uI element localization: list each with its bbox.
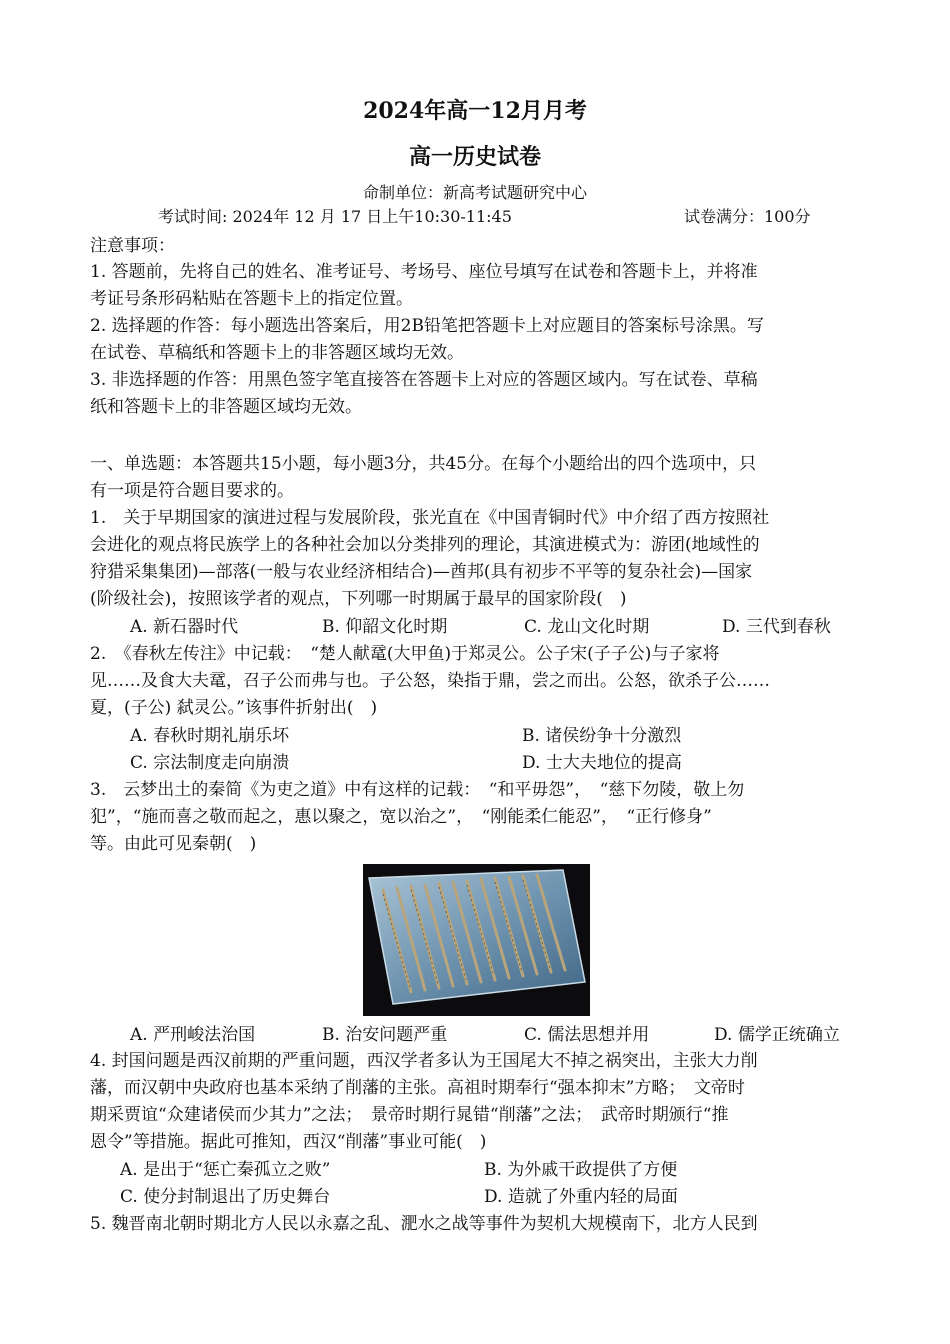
notes-line: 在试卷、草稿纸和答题卡上的非答题区域均无效。: [90, 343, 464, 363]
question-3-option-d[interactable]: D. 儒学正统确立: [714, 1025, 840, 1045]
question-2-option-d[interactable]: D. 士大夫地位的提高: [522, 753, 682, 773]
bamboo-slips-photo: [363, 864, 590, 1016]
section-heading: 有一项是符合题目要求的。: [90, 481, 294, 501]
question-4-text: 藩，而汉朝中央政府也基本采纳了削藩的主张。高祖时期奉行“强本抑末”方略； 文帝时: [90, 1078, 745, 1098]
question-3-option-b[interactable]: B. 治安问题严重: [322, 1025, 448, 1045]
question-1-text: 1. 关于早期国家的演进过程与发展阶段，张光直在《中国青铜时代》中介绍了西方按照社: [90, 508, 770, 528]
notes-heading: 注意事项：: [90, 236, 175, 256]
question-1-text: 狩猎采集集团)—部落(一般与农业经济相结合)—酋邦(具有初步不平等的复杂社会)—国家: [90, 562, 753, 582]
question-1-option-b[interactable]: B. 仰韶文化时期: [322, 617, 448, 637]
exam-title: 2024年高一12月月考: [363, 98, 587, 124]
question-2-option-b[interactable]: B. 诸侯纷争十分激烈: [522, 726, 682, 746]
question-4-option-d[interactable]: D. 造就了外重内轻的局面: [484, 1187, 678, 1207]
question-1-option-c[interactable]: C. 龙山文化时期: [524, 617, 650, 637]
question-4-option-c[interactable]: C. 使分封制退出了历史舞台: [120, 1187, 331, 1207]
question-1-text: 会进化的观点将民族学上的各种社会加以分类排列的理论，其演进模式为：游团(地域性的: [90, 535, 760, 555]
question-3-text: 3. 云梦出土的秦简《为吏之道》中有这样的记载： “和平毋怨”， “慈下勿陵，敬上勿: [90, 780, 745, 800]
question-2-option-c[interactable]: C. 宗法制度走向崩溃: [130, 753, 290, 773]
bamboo-slips-image: [363, 864, 590, 1016]
question-3-option-a[interactable]: A. 严刑峻法治国: [130, 1025, 256, 1045]
question-4-text: 期采贾谊“众建诸侯而少其力”之法； 景帝时期行晁错“削藩”之法； 武帝时期颁行“推: [90, 1105, 729, 1125]
exam-time: 考试时间: 2024年 12 月 17 日上午10:30-11:45: [158, 207, 512, 226]
question-4-option-a[interactable]: A. 是出于“惩亡秦孤立之败”: [120, 1160, 331, 1180]
question-1-text: (阶级社会)，按照该学者的观点，下列哪一时期属于最早的国家阶段( ): [90, 589, 627, 609]
question-4-option-b[interactable]: B. 为外戚干政提供了方便: [484, 1160, 678, 1180]
question-3-text: 犯”，“施而喜之敬而起之，惠以聚之，宽以治之”， “刚能柔仁能忍”， “正行修身”: [90, 807, 712, 827]
issuer-line: 命制单位：新高考试题研究中心: [362, 183, 587, 202]
question-2-option-a[interactable]: A. 春秋时期礼崩乐坏: [130, 726, 290, 746]
notes-line: 2. 选择题的作答：每小题选出答案后，用2B铅笔把答题卡上对应题目的答案标号涂黑。写: [90, 316, 764, 336]
notes-line: 3. 非选择题的作答：用黑色签字笔直接答在答题卡上对应的答题区域内。写在试卷、草稿: [90, 370, 758, 390]
notes-line: 考证号条形码粘贴在答题卡上的指定位置。: [90, 289, 413, 309]
question-2-text: 见……及食大夫鼋，召子公而弗与也。子公怒，染指于鼎，尝之而出。公怒，欲杀子公……: [90, 671, 770, 691]
question-3-option-c[interactable]: C. 儒法思想并用: [524, 1025, 650, 1045]
glass-panel: [369, 870, 585, 1004]
section-heading: 一、单选题：本答题共15小题，每小题3分，共45分。在每个小题给出的四个选项中，只: [90, 454, 757, 474]
question-4-text: 恩令”等措施。据此可推知，西汉“削藩”事业可能( ): [90, 1132, 487, 1152]
question-2-text: 夏，(子公) 弑灵公。”该事件折射出( ): [90, 698, 378, 718]
question-1-option-a[interactable]: A. 新石器时代: [130, 617, 239, 637]
exam-subtitle: 高一历史试卷: [408, 144, 541, 170]
notes-line: 纸和答题卡上的非答题区域均无效。: [90, 397, 362, 417]
question-3-text: 等。由此可见秦朝( ): [90, 834, 257, 854]
question-2-text: 2. 《春秋左传注》中记载： “楚人献鼋(大甲鱼)于郑灵公。公子宋(子子公)与子家将: [90, 644, 720, 664]
question-1-option-d[interactable]: D. 三代到春秋: [722, 617, 831, 637]
question-5-text: 5. 魏晋南北朝时期北方人民以永嘉之乱、淝水之战等事件为契机大规模南下，北方人民到: [90, 1214, 758, 1234]
full-score: 试卷满分：100分: [684, 207, 811, 226]
question-4-text: 4. 封国问题是西汉前期的严重问题，西汉学者多认为王国尾大不掉之祸突出，主张大力削: [90, 1051, 758, 1071]
notes-line: 1. 答题前，先将自己的姓名、准考证号、考场号、座位号填写在试卷和答题卡上，并将准: [90, 262, 758, 282]
